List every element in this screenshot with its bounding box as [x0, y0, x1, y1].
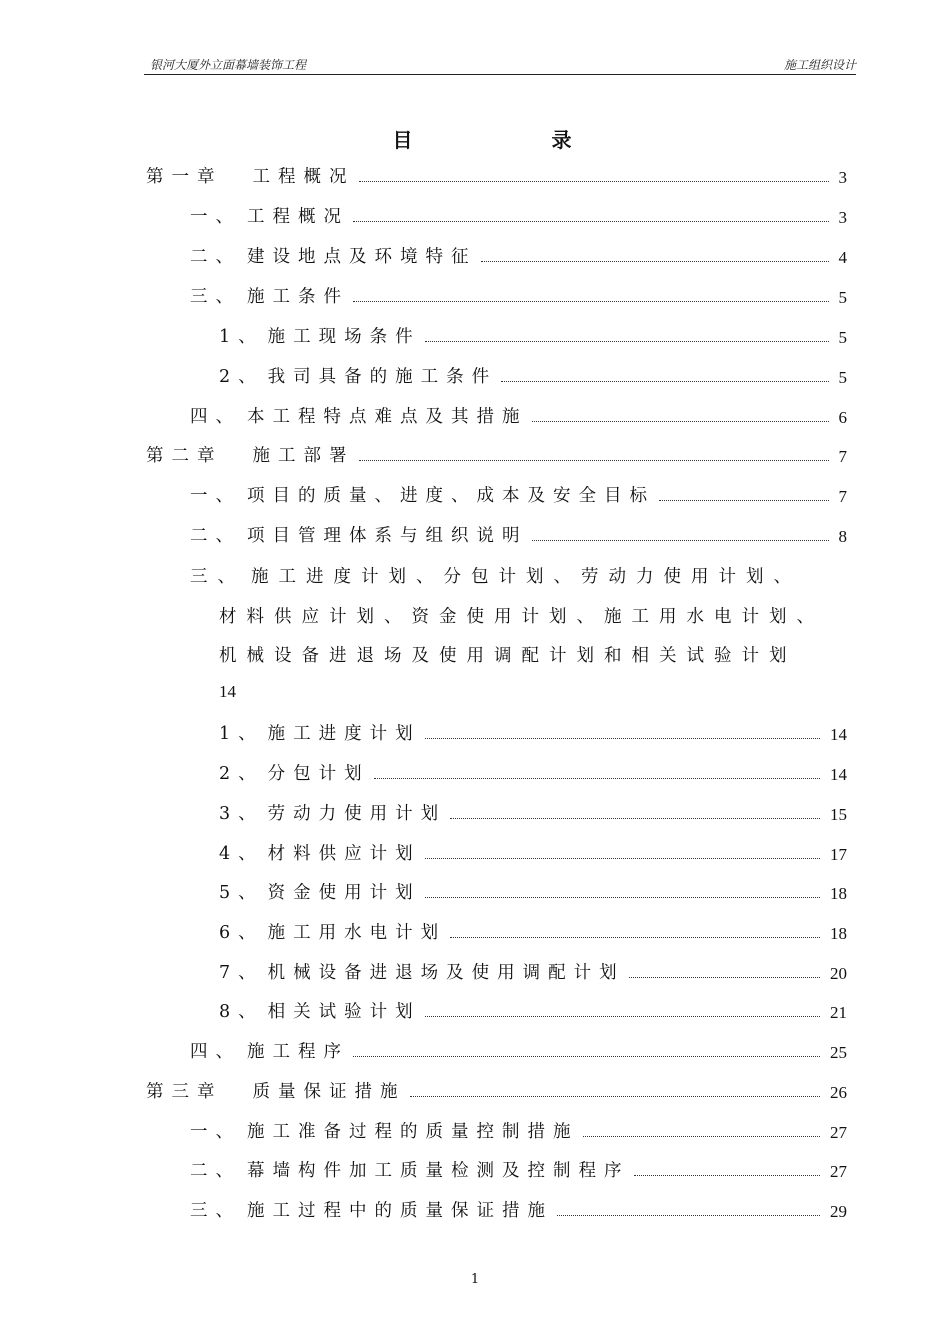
toc-leader-dots	[634, 1174, 821, 1176]
toc-entry-prefix: 2、	[219, 367, 264, 387]
toc-entry[interactable]	[190, 1119, 847, 1143]
toc-leader-dots	[450, 817, 820, 819]
toc-entry-text: 劳动力使用计划	[267, 804, 447, 824]
toc-entry-text: 本工程特点难点及其措施	[247, 407, 528, 427]
toc-entry-page: 15	[830, 805, 847, 824]
toc-entry-page: 3	[838, 208, 847, 227]
toc-entry-prefix: 三、	[190, 287, 241, 307]
toc-leader-dots	[425, 1015, 820, 1017]
toc-entry-text: 工程概况	[252, 167, 355, 187]
toc-entry[interactable]	[190, 404, 847, 428]
toc-leader-dots	[481, 260, 829, 262]
toc-entry-page: 7	[838, 487, 847, 506]
toc-leader-dots	[410, 1095, 821, 1097]
toc-entry[interactable]	[190, 1158, 847, 1182]
toc-entry-text: 建设地点及环境特征	[247, 247, 477, 267]
toc-entry-text: 我司具备的施工条件	[267, 367, 498, 387]
toc-entry-prefix: 一、	[190, 207, 241, 227]
toc-entry-text: 幕墙构件加工质量检测及控制程序	[247, 1161, 630, 1181]
toc-entry-text: 相关试验计划	[267, 1002, 421, 1022]
toc-leader-dots	[659, 499, 829, 501]
toc-entry-subsection[interactable]	[219, 841, 847, 865]
toc-entry-prefix: 二、	[190, 526, 241, 546]
toc-entry-prefix: 三、	[190, 567, 245, 587]
toc-entry-page: 14	[830, 725, 847, 744]
toc-entry[interactable]	[190, 483, 847, 507]
toc-entry-prefix: 一、	[190, 486, 241, 506]
toc-entry-text: 施工用水电计划	[267, 923, 447, 943]
toc-leader-dots	[425, 896, 820, 898]
toc-entry-page: 26	[830, 1083, 847, 1102]
toc-entry-chapter[interactable]	[146, 164, 847, 188]
toc-leader-dots	[532, 539, 829, 541]
toc-entry-page: 18	[830, 884, 847, 903]
toc-entry-chapter[interactable]	[146, 443, 847, 467]
toc-entry-line	[190, 563, 801, 588]
toc-entry-text: 施工现场条件	[267, 327, 421, 347]
toc-entry-text: 工程概况	[247, 207, 349, 227]
toc-entry-page: 18	[830, 924, 847, 943]
toc-entry-text: 机械设备进退场及使用调配计划	[267, 963, 625, 983]
toc-entry-page: 27	[830, 1123, 847, 1142]
toc-entry-text: 施工过程中的质量保证措施	[247, 1201, 553, 1221]
toc-entry-subsection[interactable]	[219, 880, 847, 904]
toc-entry-subsection[interactable]	[219, 721, 847, 745]
toc-entry[interactable]	[190, 204, 847, 228]
toc-entry-line: 材料供应计划、资金使用计划、施工用水电计划、	[219, 607, 824, 627]
toc-entry-page: 21	[830, 1003, 847, 1022]
toc-entry-prefix: 一、	[190, 1122, 241, 1142]
toc-entry-prefix: 1、	[219, 724, 264, 744]
toc-leader-dots	[353, 300, 829, 302]
toc-entry-prefix: 二、	[190, 1161, 241, 1181]
toc-entry-page: 4	[838, 248, 847, 267]
toc-entry-page: 6	[838, 408, 847, 427]
toc-entry-prefix: 4、	[219, 844, 264, 864]
toc-leader-dots	[374, 777, 820, 779]
toc-entry-text: 项目的质量、进度、成本及安全目标	[247, 486, 655, 506]
toc-entry[interactable]	[190, 244, 847, 268]
toc-entry-page: 29	[830, 1202, 847, 1221]
toc-leader-dots	[359, 459, 829, 461]
toc-entry-chapter[interactable]	[146, 1079, 847, 1103]
toc-entry-text: 施工条件	[247, 287, 349, 307]
toc-entry-text: 施工程序	[247, 1042, 349, 1062]
page-number: 1	[470, 1272, 480, 1287]
toc-entry-prefix: 7、	[219, 963, 264, 983]
toc-leader-dots	[557, 1214, 820, 1216]
toc-entry-prefix: 6、	[219, 923, 264, 943]
toc-entry-subsection[interactable]	[219, 761, 847, 785]
toc-entry-prefix: 二、	[190, 247, 241, 267]
toc-leader-dots	[629, 976, 820, 978]
toc-entry-page: 14	[219, 682, 236, 701]
page-header	[144, 56, 856, 75]
toc-entry-page: 14	[830, 765, 847, 784]
toc-leader-dots	[425, 857, 820, 859]
toc-leader-dots	[425, 737, 820, 739]
toc-entry-prefix: 8、	[219, 1002, 264, 1022]
toc-leader-dots	[353, 220, 829, 222]
toc-entry-prefix: 四、	[190, 407, 241, 427]
toc-entry-text: 资金使用计划	[267, 883, 421, 903]
toc-entry-page: 7	[838, 447, 847, 466]
toc-entry[interactable]	[190, 1198, 847, 1222]
toc-leader-dots	[532, 420, 829, 422]
toc-entry-text: 施工进度计划	[267, 724, 421, 744]
toc-entry-prefix: 第二章	[146, 446, 223, 466]
toc-entry-text: 材料供应计划	[267, 844, 421, 864]
toc-entry-page: 20	[830, 964, 847, 983]
toc-entry-prefix: 三、	[190, 1201, 241, 1221]
toc-entry-page: 8	[838, 527, 847, 546]
toc-entry-line: 机械设备进退场及使用调配计划和相关试验计划	[219, 646, 797, 666]
toc-leader-dots	[353, 1055, 820, 1057]
toc-entry-subsection[interactable]	[219, 364, 847, 388]
toc-entry[interactable]	[190, 284, 847, 308]
toc-entry-text: 项目管理体系与组织说明	[247, 526, 528, 546]
toc-entry-text: 施工准备过程的质量控制措施	[247, 1122, 579, 1142]
toc-entry-page: 5	[838, 328, 847, 347]
page-title: 目 录	[392, 128, 638, 152]
toc-leader-dots	[583, 1135, 821, 1137]
toc-entry-prefix: 1、	[219, 327, 264, 347]
toc-entry-subsection[interactable]	[219, 960, 847, 984]
toc-entry-subsection[interactable]	[219, 999, 847, 1023]
toc-entry[interactable]	[190, 1039, 847, 1063]
toc-entry-subsection[interactable]	[219, 801, 847, 825]
toc-entry-subsection[interactable]	[219, 920, 847, 944]
toc-entry-prefix: 第一章	[146, 167, 223, 187]
toc-entry-page: 17	[830, 845, 847, 864]
toc-entry-text: 质量保证措施	[252, 1082, 406, 1102]
toc-entry-page: 5	[838, 288, 847, 307]
header-document-type: 施工组织设计	[783, 58, 856, 72]
toc-leader-dots	[425, 340, 829, 342]
toc-leader-dots	[450, 936, 820, 938]
toc-entry-text: 施工部署	[252, 446, 355, 466]
toc-leader-dots	[501, 380, 828, 382]
toc-entry-prefix: 2、	[219, 764, 264, 784]
toc-entry-subsection[interactable]	[219, 324, 847, 348]
toc-entry-text: 分包计划	[267, 764, 370, 784]
toc-entry-prefix: 5、	[219, 883, 264, 903]
header-project-name: 银河大厦外立面幕墙装饰工程	[150, 58, 307, 72]
toc-entry-text: 施工进度计划、分包计划、劳动力使用计划、	[251, 567, 801, 587]
toc-entry-page: 27	[830, 1162, 847, 1181]
toc-entry-prefix: 四、	[190, 1042, 241, 1062]
toc-entry[interactable]	[190, 523, 847, 547]
toc-entry-prefix: 3、	[219, 804, 264, 824]
toc-entry-page: 5	[838, 368, 847, 387]
toc-entry-prefix: 第三章	[146, 1082, 223, 1102]
toc-entry-page: 3	[838, 168, 847, 187]
toc-entry-page: 25	[830, 1043, 847, 1062]
toc-leader-dots	[359, 180, 829, 182]
